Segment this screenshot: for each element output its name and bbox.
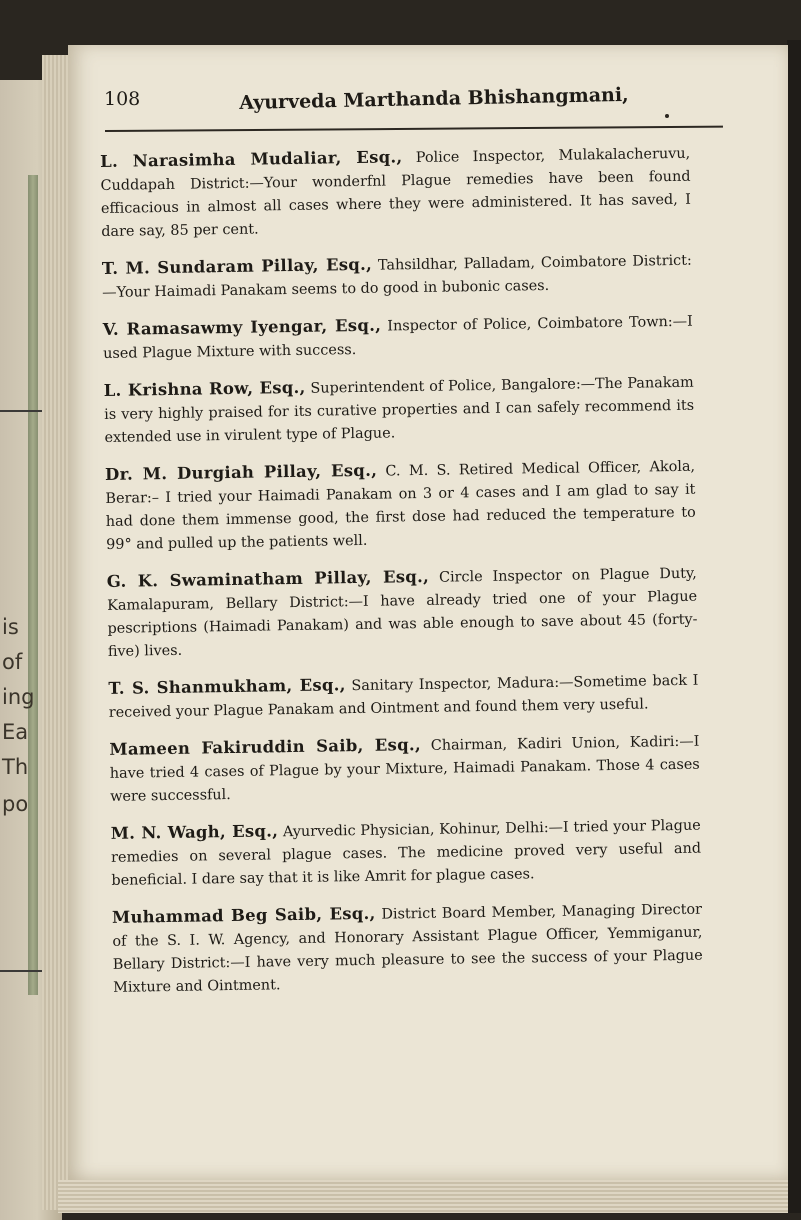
- testimonial-text: District Board Member, Managing Director of the S. I. W. Agency, and Honorary Assistant Plague Officer, Yemmiganur, Bellary District:—I have very much pleasure to see the success of your Plague Mixture and Ointment.: [112, 901, 703, 996]
- testimonial-name: Muhammad Beg Saib, Esq.,: [111, 903, 376, 927]
- facing-page-fragment: po: [2, 792, 29, 816]
- testimonial-name: T. S. Shanmukham, Esq.,: [108, 675, 346, 698]
- testimonial-text: C. M. S. Retired Medical Officer, Akola, Berar:– I tried your Haimadi Panakam on 3 or 4 cases and I am glad to say it had done them immense good, the first dose had reduced the temperature to 99° and pulled up the patients well.: [105, 458, 696, 553]
- testimonial-name: L. Narasimha Mudaliar, Esq.,: [100, 147, 403, 171]
- testimonial-name: G. K. Swaminatham Pillay, Esq.,: [106, 566, 430, 591]
- background-edge: [787, 40, 801, 1213]
- testimonial-entry: [103, 309, 694, 366]
- testimonial-entry: [102, 248, 693, 305]
- testimonial-name: Dr. M. Durgiah Pillay, Esq.,: [104, 460, 378, 484]
- testimonial-entry: [111, 813, 702, 893]
- facing-page-fragment: Ea: [2, 720, 29, 744]
- facing-page-fragment: Th: [2, 755, 29, 779]
- testimonial-name: T. M. Sundaram Pillay, Esq.,: [101, 254, 373, 278]
- page-discoloration: [28, 175, 38, 995]
- testimonial-entry: [107, 561, 698, 664]
- testimonial-name: L. Krishna Row, Esq.,: [103, 377, 306, 400]
- testimonial-text: Superintendent of Police, Bangalore:—The Panakam is very highly praised for its curative properties and I can safely recommend its extended use in virulent type of Plague.: [104, 374, 695, 446]
- testimonial-text: Sanitary Inspector, Madura:—Sometime back I received your Plague Panakam and Ointment and found them very useful.: [108, 672, 699, 721]
- testimonial-entry: [104, 370, 695, 450]
- page-stack-bottom: [58, 1180, 788, 1213]
- testimonial-text: Circle Inspector on Plague Duty, Kamalapuram, Bellary District:—I have already tried one of your Plague pescriptions (Haimadi Panakam) and was able enough to save about 45 (forty-five) lives.: [107, 565, 698, 660]
- facing-page-fragment: ing: [2, 685, 35, 709]
- testimonial-entry: [108, 668, 699, 725]
- ink-speck: [665, 114, 669, 118]
- running-title: Ayurveda Marthanda Bhishangmani,: [239, 83, 629, 114]
- testimonial-name: Mameen Fakiruddin Saib, Esq.,: [109, 735, 422, 759]
- facing-page-fragment: of: [2, 650, 23, 674]
- testimonial-entry: [100, 141, 691, 244]
- testimonial-text: Police Inspector, Mulakalacheruvu, Cuddapah District:—Your wonderfnl Plague remedies have been found efficacious in almost all cases where they were administered. It has saved, I dare say, 85 per cent.: [100, 145, 691, 240]
- testimonial-text: Inspector of Police, Coimbatore Town:—I used Plague Mixture with success.: [103, 313, 693, 362]
- testimonial-text: Ayurvedic Physician, Kohinur, Delhi:—I tried your Plague remedies on several plague cases. The medicine proved very useful and beneficial. I dare say that it is like Amrit for plague cases.: [110, 817, 702, 889]
- facing-page-fragment: is: [2, 615, 19, 639]
- testimonial-name: V. Ramasawmy Iyengar, Esq.,: [102, 315, 382, 339]
- page-number: 108: [104, 88, 141, 110]
- testimonial-text: Tahsildhar, Palladam, Coimbatore District:—Your Haimadi Panakam seems to do good in bubonic cases.: [102, 252, 692, 301]
- testimonial-text: Chairman, Kadiri Union, Kadiri:—I have tried 4 cases of Plague by your Mixture, Haimadi Panakam. Those 4 cases were successful.: [109, 733, 700, 805]
- testimonial-entry: [112, 897, 703, 1000]
- page-header: [104, 83, 664, 128]
- testimonial-name: M. N. Wagh, Esq.,: [110, 821, 279, 843]
- testimonial-entry: [109, 729, 700, 809]
- testimonials: [100, 141, 703, 1013]
- testimonial-entry: [105, 454, 696, 557]
